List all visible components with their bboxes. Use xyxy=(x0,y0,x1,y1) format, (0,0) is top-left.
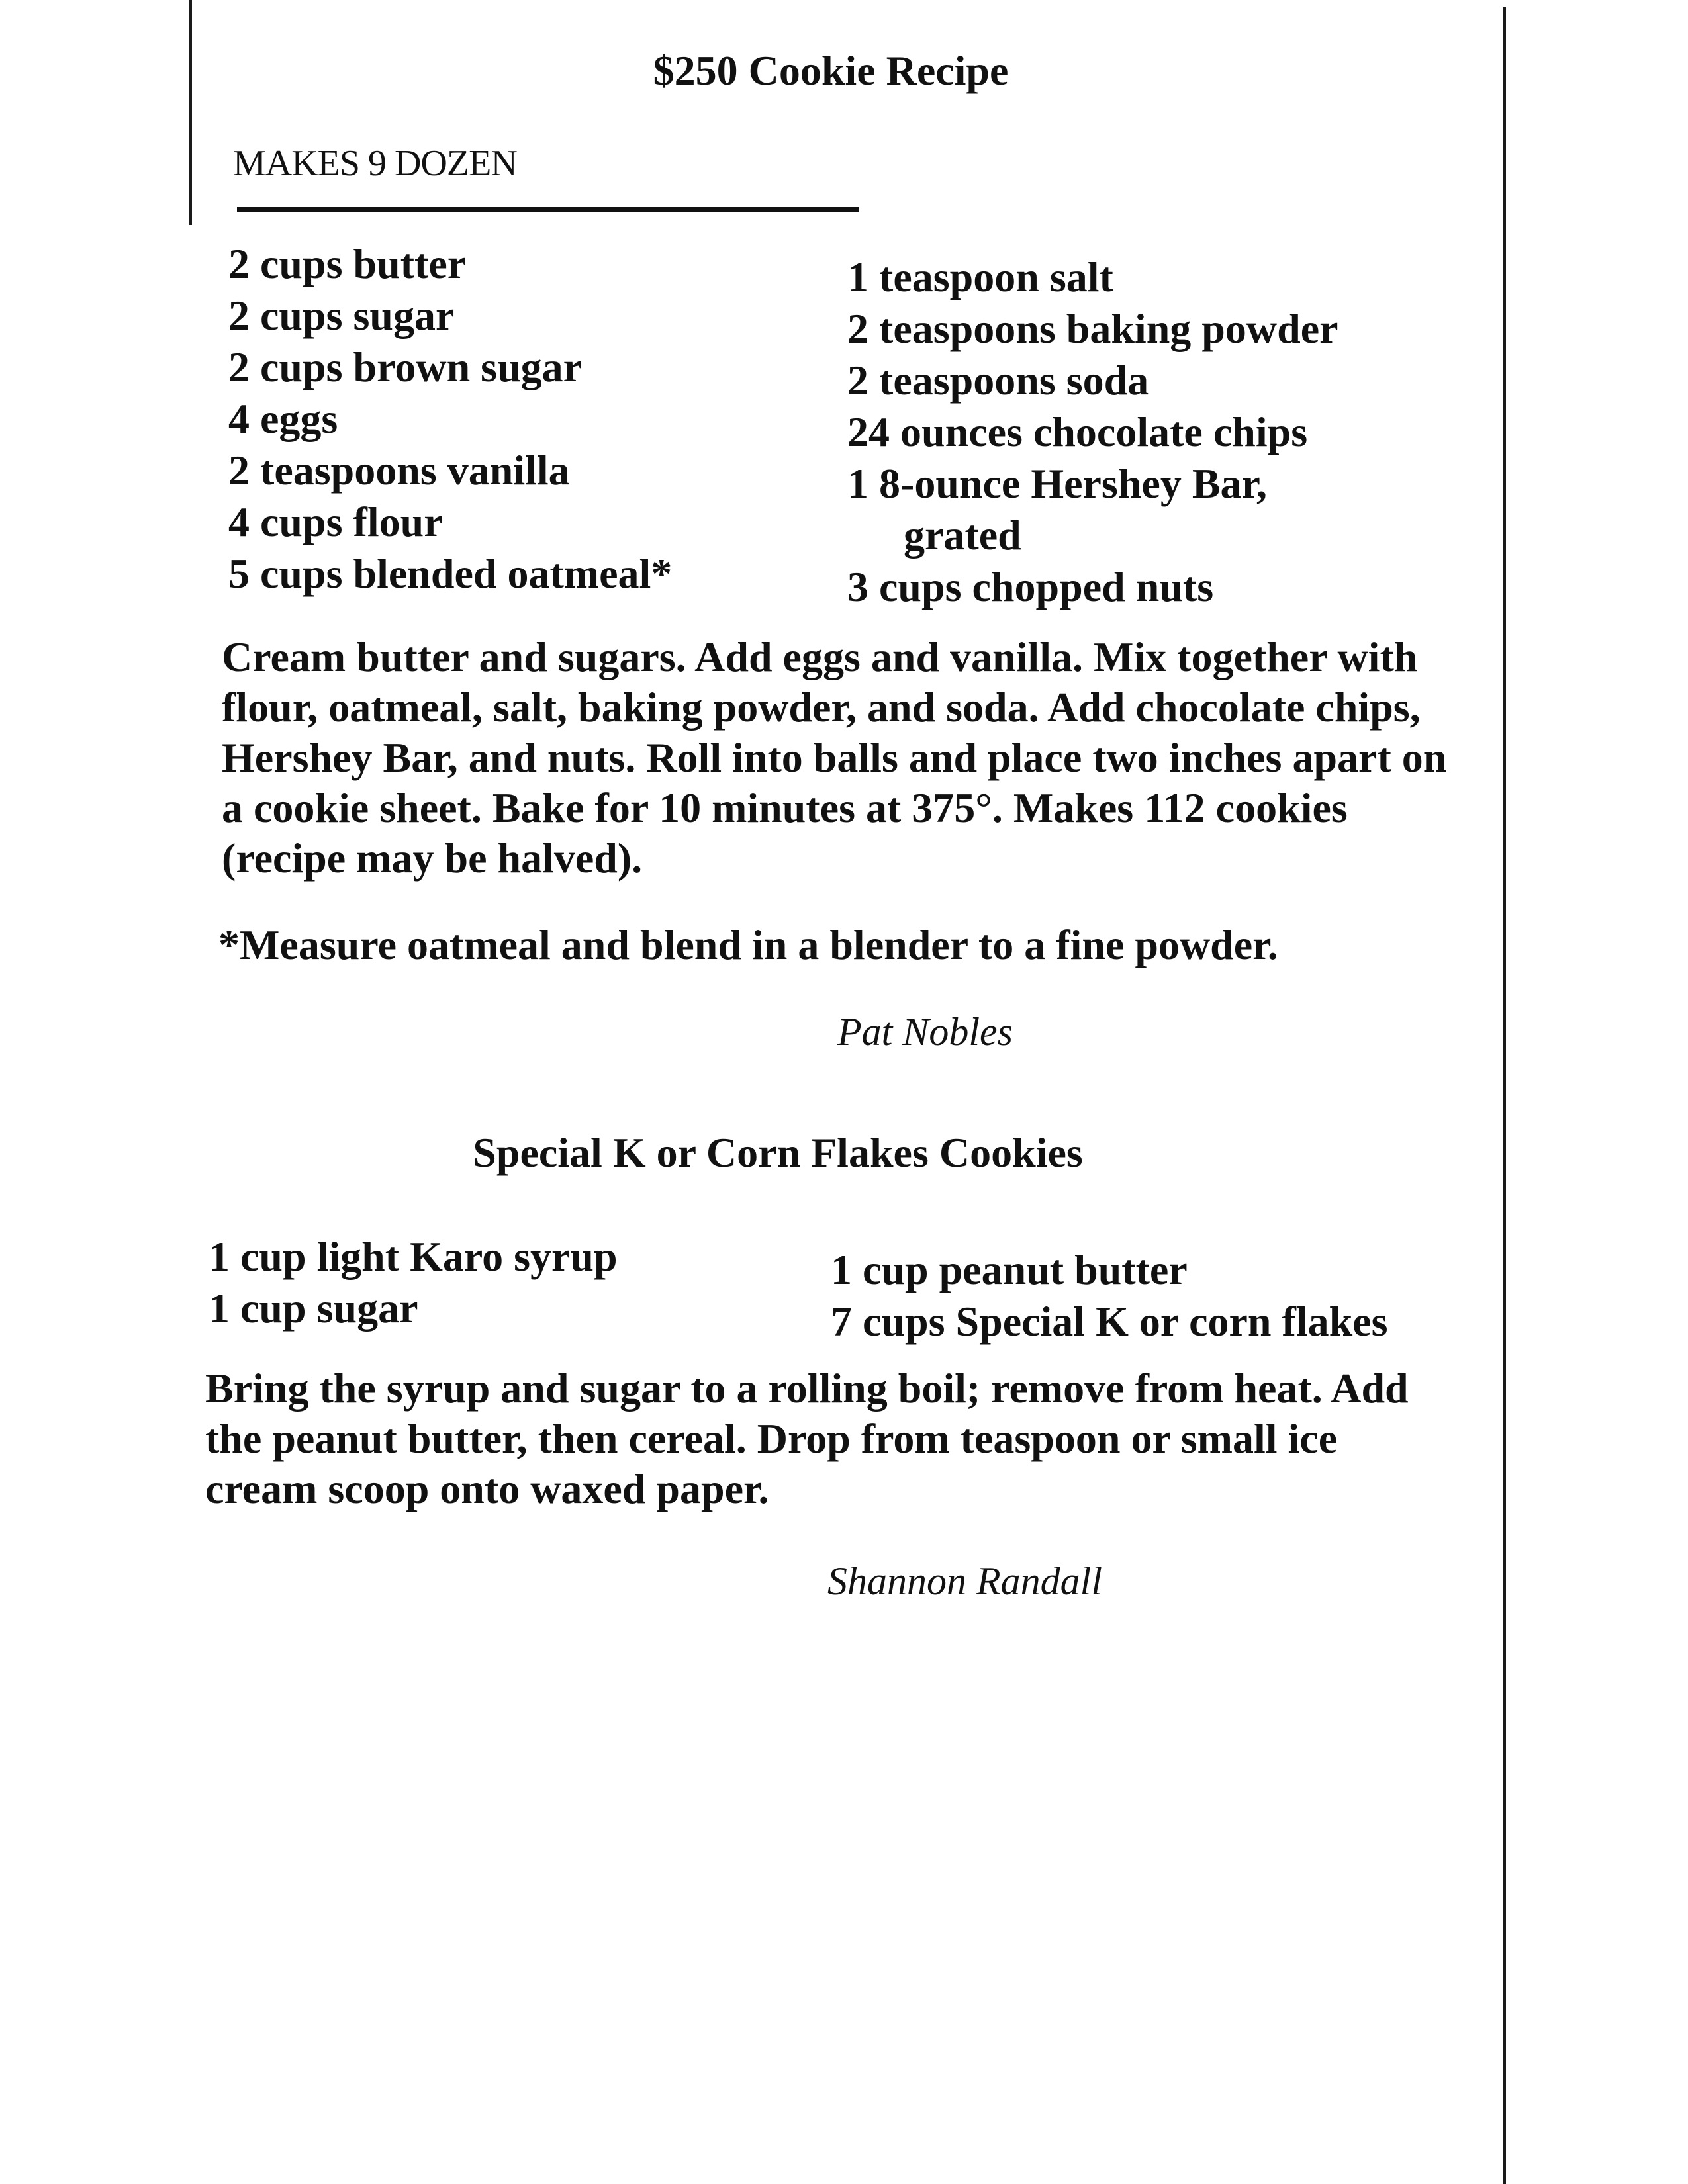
ingredient: 24 ounces chocolate chips xyxy=(847,408,1308,455)
ingredient: 3 cups chopped nuts xyxy=(847,563,1214,610)
recipe-credit: Pat Nobles xyxy=(837,1010,1013,1054)
ingredient: 2 cups butter xyxy=(228,240,467,287)
ingredient-list-right xyxy=(831,1244,1388,1347)
ingredient: 5 cups blended oatmeal* xyxy=(228,550,673,597)
ingredient: 4 eggs xyxy=(228,395,338,442)
recipe-title: $250 Cookie Recipe xyxy=(653,47,1009,94)
recipe-instructions: Bring the syrup and sugar to a rolling boil; remove from heat. Add the peanut butter, then cereal. Drop from teaspoon or small ice cream scoop onto waxed paper. xyxy=(205,1365,1409,1512)
ingredient: 1 cup light Karo syrup xyxy=(209,1233,618,1280)
recipe-credit: Shannon Randall xyxy=(827,1559,1102,1603)
ingredient: 7 cups Special K or corn flakes xyxy=(831,1298,1388,1345)
ingredient: 2 teaspoons vanilla xyxy=(228,447,570,494)
ingredient: 1 8-ounce Hershey Bar, xyxy=(847,460,1268,507)
ingredient: 2 cups brown sugar xyxy=(228,343,583,390)
recipe-yield: MAKES 9 DOZEN xyxy=(233,143,517,184)
ingredient-list-left xyxy=(209,1231,618,1334)
recipe-footnote: *Measure oatmeal and blend in a blender to a fine powder. xyxy=(218,921,1278,968)
yield-underline xyxy=(237,207,859,212)
right-margin-rule xyxy=(1503,7,1506,2184)
ingredient-list-left xyxy=(228,238,672,600)
ingredient: 2 teaspoons soda xyxy=(847,357,1149,404)
ingredient: 2 teaspoons baking powder xyxy=(847,305,1338,352)
recipe-instructions: Cream butter and sugars. Add eggs and vanilla. Mix together with flour, oatmeal, salt, baking powder, and soda. Add chocolate chips, Hershey Bar, and nuts. Roll into balls and place two inches apart on a cookie sheet. Bake for 10 minutes at 375°. Makes 112 cookies (recipe may be halved). xyxy=(222,633,1447,882)
ingredient: 1 cup peanut butter xyxy=(831,1246,1188,1293)
left-margin-rule xyxy=(189,0,192,225)
ingredient: 1 teaspoon salt xyxy=(847,253,1113,300)
ingredient: 1 cup sugar xyxy=(209,1285,418,1332)
ingredient: 4 cups flour xyxy=(228,498,443,545)
recipe-title: Special K or Corn Flakes Cookies xyxy=(473,1129,1083,1176)
ingredient: 2 cups sugar xyxy=(228,292,455,339)
ingredient-list-right xyxy=(847,251,1338,613)
ingredient-continuation: grated xyxy=(904,512,1021,559)
